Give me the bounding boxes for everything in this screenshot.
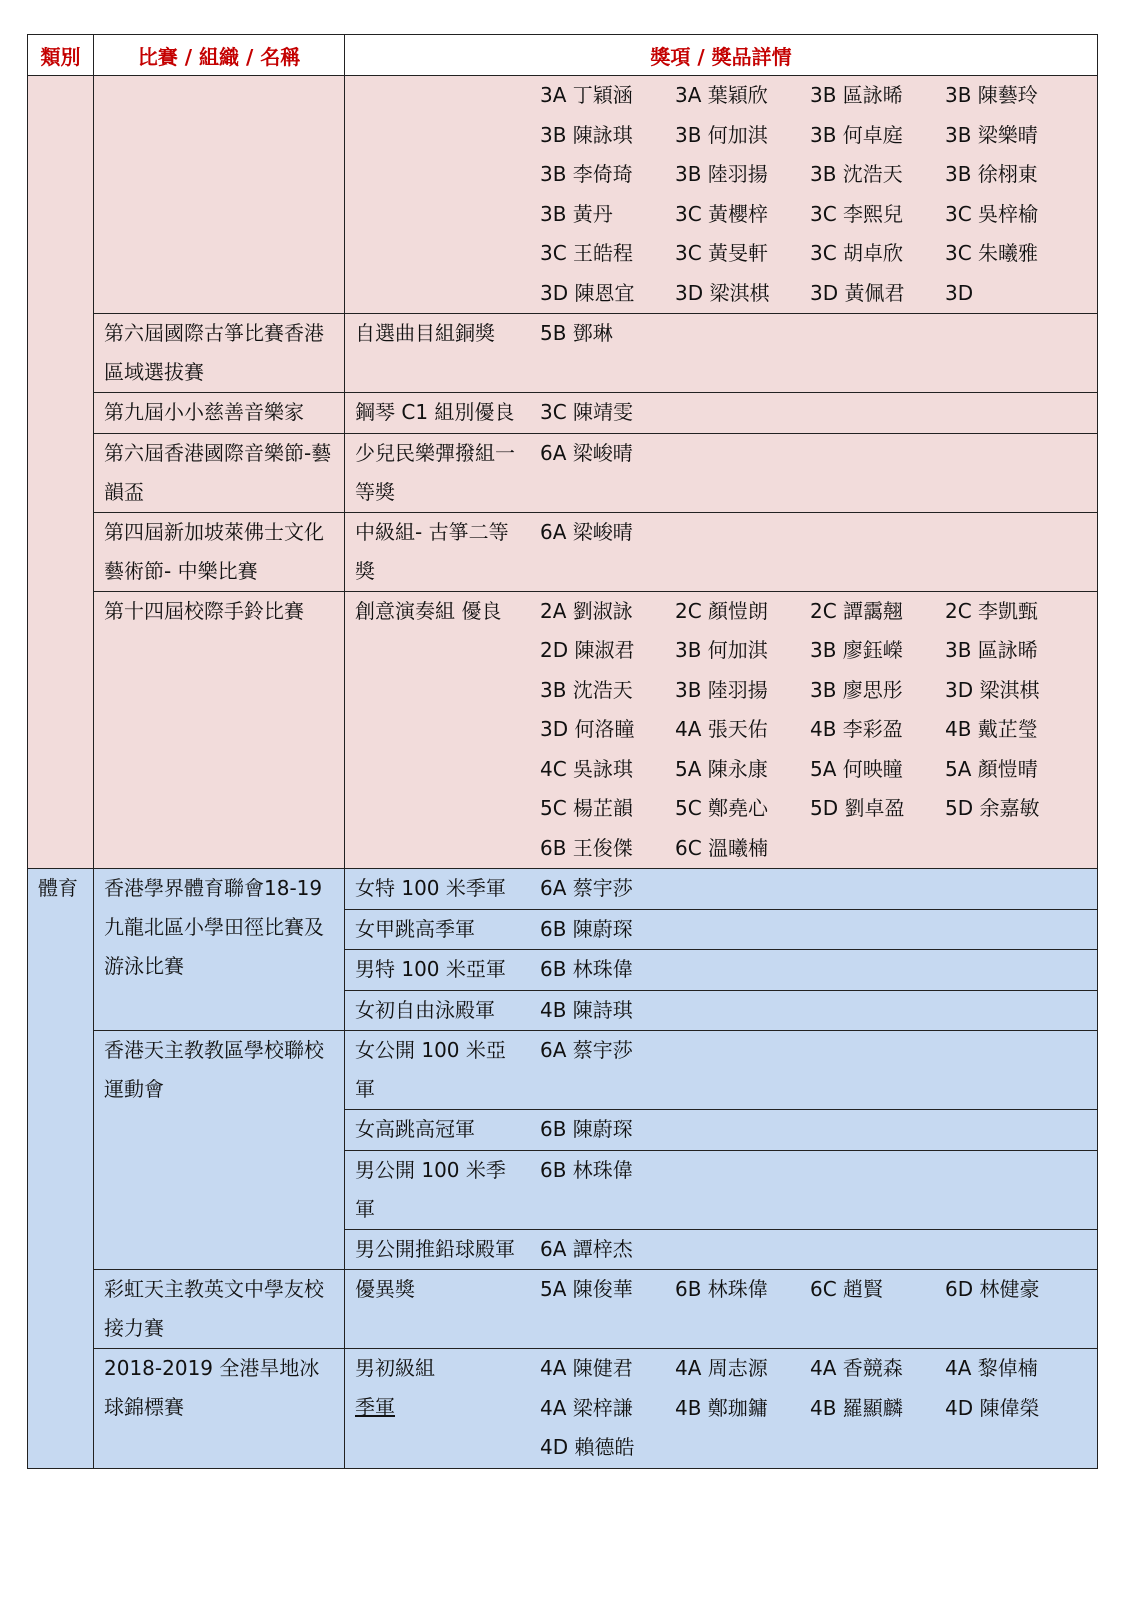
competition-cell (94, 393, 345, 434)
award-and-recipients (345, 1031, 1098, 1110)
award-wrapper (345, 1151, 522, 1229)
header-row (28, 35, 1098, 76)
award-and-recipients (345, 950, 1098, 991)
recipient-name: 3B 何卓庭 (810, 122, 903, 147)
competition-cell (94, 1270, 345, 1349)
award-row (345, 393, 1097, 433)
award-name: 女特 100 米季軍 (355, 876, 506, 900)
recipient-list (522, 314, 1080, 354)
competition-name: 彩虹天主教英文中學友校接力賽 (104, 1277, 324, 1340)
award-row (345, 1270, 1097, 1310)
award-name: 男公開 100 米季軍 (355, 1157, 506, 1221)
recipient-name: 3B 陸羽揚 (675, 162, 768, 186)
recipient-name: 5C 楊芷韻 (540, 796, 634, 820)
recipient-name: 4A 梁梓謙 (540, 1395, 633, 1420)
competition-name: 第九屆小小慈善音樂家 (104, 400, 304, 424)
recipient-name: 4B 戴芷瑩 (945, 717, 1038, 741)
recipient-name: 4D 陳偉榮 (945, 1395, 1040, 1420)
recipient-name: 6A 梁峻晴 (540, 440, 633, 465)
recipient-name: 3B 黃丹 (540, 201, 613, 226)
award-and-recipients (345, 1349, 1098, 1469)
recipient-name: 6A 譚梓杰 (540, 1236, 633, 1261)
recipient-name: 6A 梁峻晴 (540, 519, 633, 544)
award-wrapper (345, 950, 522, 990)
competition-cell (94, 591, 345, 869)
award-and-recipients (345, 1270, 1098, 1349)
award-and-recipients (345, 433, 1098, 512)
table-row (28, 1031, 1098, 1110)
award-name: 自選曲目組銅獎 (355, 321, 495, 345)
competition-cell (94, 1031, 345, 1270)
recipient-name: 3B 李倚琦 (540, 162, 633, 186)
recipient-list (522, 592, 1080, 869)
recipient-name: 3D 陳恩宜 (540, 280, 635, 305)
award-row (345, 76, 1097, 313)
table-row (28, 76, 1098, 314)
recipient-name: 4D 賴德皓 (540, 1435, 635, 1459)
recipient-name: 5D 劉卓盈 (810, 796, 905, 820)
recipient-name: 3D (945, 280, 974, 305)
award-name: 鋼琴 C1 組別優良 (355, 400, 515, 424)
award-and-recipients (345, 1110, 1098, 1151)
recipient-name: 3D 梁淇棋 (945, 677, 1040, 702)
table-row (28, 314, 1098, 393)
award-row (345, 1230, 1097, 1270)
award-name: 少兒民樂彈撥組一等獎 (355, 440, 515, 504)
award-name: 男公開推鉛球殿軍 (355, 1236, 515, 1261)
recipient-name: 2C 譚靄翹 (810, 598, 904, 623)
recipient-name: 2C 顏愷朗 (675, 598, 769, 623)
recipient-name: 3C 黃旻軒 (675, 241, 769, 265)
recipient-list (522, 1270, 1080, 1310)
competition-cell (94, 76, 345, 314)
recipient-name: 5A 陳俊華 (540, 1277, 633, 1301)
competition-name: 第六屆國際古箏比賽香港區域選拔賽 (104, 321, 324, 384)
award-row (345, 1151, 1097, 1229)
award-row (345, 910, 1097, 950)
recipient-name: 3B 區詠晞 (945, 638, 1038, 662)
recipient-list (522, 393, 1080, 433)
recipient-name: 6B 林珠偉 (675, 1277, 768, 1301)
award-row (345, 869, 1097, 909)
award-wrapper (345, 1031, 522, 1109)
recipient-name: 5D 余嘉敏 (945, 796, 1040, 820)
recipient-name: 4A 張天佑 (675, 717, 768, 741)
recipient-name: 5B 鄧琳 (540, 321, 613, 345)
recipient-list (522, 434, 1080, 512)
award-name (345, 76, 522, 313)
header-category: 類別 (28, 35, 94, 76)
recipient-name: 6D 林健豪 (945, 1277, 1040, 1301)
recipient-name: 2D 陳淑君 (540, 638, 635, 662)
recipient-list (522, 1031, 1080, 1109)
award-and-recipients (345, 76, 1098, 314)
recipient-name: 4C 吳詠琪 (540, 756, 634, 781)
table-body (28, 76, 1098, 1469)
header-award: 獎項 / 獎品詳情 (345, 35, 1098, 76)
recipient-name: 3D 梁淇棋 (675, 280, 770, 305)
recipient-name: 3B 陳詠琪 (540, 122, 633, 147)
recipient-name: 3D 黃佩君 (810, 280, 905, 305)
award-row (345, 513, 1097, 591)
recipient-name: 3C 朱曦雅 (945, 241, 1039, 265)
award-row (345, 1349, 1097, 1468)
recipient-name: 3C 胡卓欣 (810, 241, 904, 265)
recipient-name: 3B 沈浩天 (540, 677, 633, 702)
recipient-name: 3B 區詠晞 (810, 83, 903, 107)
award-name-underlined: 季軍 (355, 1395, 395, 1419)
award-and-recipients (345, 1229, 1098, 1270)
award-wrapper (345, 869, 522, 909)
competition-cell (94, 433, 345, 512)
award-row (345, 592, 1097, 869)
competition-name: 第六屆香港國際音樂節-藝韻盃 (104, 440, 332, 504)
recipient-name: 4A 周志源 (675, 1356, 768, 1380)
category-cell (28, 76, 94, 869)
recipient-name: 4B 羅顯麟 (810, 1395, 903, 1420)
award-and-recipients (345, 990, 1098, 1031)
award-name: 創意演奏組 優良 (355, 598, 502, 623)
recipient-list (522, 1349, 1080, 1468)
award-and-recipients (345, 393, 1098, 434)
award-row (345, 314, 1097, 354)
recipient-name: 5A 顏愷晴 (945, 756, 1038, 781)
award-name: 女公開 100 米亞軍 (355, 1038, 506, 1101)
award-and-recipients (345, 512, 1098, 591)
competition-cell (94, 512, 345, 591)
awards-table (27, 34, 1098, 1469)
award-row (345, 950, 1097, 990)
table-row (28, 393, 1098, 434)
award-name: 女初自由泳殿軍 (355, 997, 495, 1022)
recipient-name: 6B 陳蔚琛 (540, 1117, 633, 1141)
recipient-list (522, 1230, 1080, 1270)
recipient-name: 3D 何洛瞳 (540, 717, 635, 741)
recipient-name: 3A 丁穎涵 (540, 83, 633, 107)
award-row (345, 434, 1097, 512)
recipient-name: 3B 廖鈺嶸 (810, 638, 903, 662)
table-row (28, 1270, 1098, 1349)
competition-name: 第四屆新加坡萊佛士文化藝術節- 中樂比賽 (104, 519, 324, 583)
award-name: 男初級組 (355, 1356, 435, 1380)
table-row (28, 869, 1098, 910)
award-name: 女高跳高冠軍 (355, 1117, 475, 1141)
recipient-name: 5A 陳永康 (675, 756, 768, 781)
recipient-name: 3C 李熙兒 (810, 201, 904, 226)
award-and-recipients (345, 591, 1098, 869)
recipient-name: 3B 沈浩天 (810, 162, 903, 186)
award-wrapper (345, 1110, 522, 1150)
recipient-name: 3B 梁樂晴 (945, 122, 1038, 147)
recipient-name: 3B 何加淇 (675, 638, 768, 662)
competition-cell (94, 869, 345, 1031)
recipient-name: 6B 林珠偉 (540, 957, 633, 981)
recipient-name: 4B 陳詩琪 (540, 997, 633, 1022)
award-wrapper (345, 1349, 522, 1468)
award-wrapper (345, 1270, 522, 1310)
award-wrapper (345, 991, 522, 1031)
award-name-line2 (355, 1388, 516, 1427)
recipient-name: 4B 鄭珈鏞 (675, 1395, 768, 1420)
competition-name: 第十四屆校際手鈴比賽 (104, 598, 304, 623)
table-row (28, 512, 1098, 591)
recipient-name: 3B 何加淇 (675, 122, 768, 147)
recipient-name: 3C 吳梓榆 (945, 201, 1039, 226)
award-and-recipients (345, 314, 1098, 393)
recipient-name: 3C 王皓程 (540, 241, 634, 265)
competition-name: 2018-2019 全港旱地冰球錦標賽 (104, 1356, 320, 1419)
recipient-name: 4A 黎倬楠 (945, 1356, 1038, 1380)
category-label: 體育 (38, 876, 78, 900)
recipient-name: 5A 何映瞳 (810, 756, 903, 781)
recipient-name: 6A 蔡宇莎 (540, 1038, 633, 1062)
header-competition: 比賽 / 組織 / 名稱 (94, 35, 345, 76)
recipient-list (522, 1110, 1080, 1150)
award-row (345, 1110, 1097, 1150)
recipient-name: 4A 陳健君 (540, 1356, 633, 1380)
recipient-name: 3B 廖思彤 (810, 677, 903, 702)
recipient-name: 6A 蔡宇莎 (540, 876, 633, 900)
recipient-name: 4B 李彩盈 (810, 717, 903, 741)
recipient-list (522, 991, 1080, 1031)
award-name: 中級組- 古箏二等獎 (355, 519, 509, 583)
recipient-list (522, 1151, 1080, 1229)
recipient-name: 3B 陸羽揚 (675, 677, 768, 702)
recipient-name: 6B 王俊傑 (540, 835, 633, 860)
award-name: 優異獎 (355, 1277, 415, 1301)
recipient-list (522, 513, 1080, 591)
category-cell (28, 869, 94, 1469)
competition-name: 香港學界體育聯會18-19 九龍北區小學田徑比賽及游泳比賽 (104, 876, 324, 978)
award-row (345, 991, 1097, 1031)
recipient-name: 2A 劉淑詠 (540, 598, 633, 623)
award-and-recipients (345, 909, 1098, 950)
competition-name: 香港天主教教區學校聯校運動會 (104, 1038, 324, 1101)
recipient-name: 6B 陳蔚琛 (540, 916, 633, 941)
recipient-name: 3B 陳藝玲 (945, 83, 1038, 107)
recipient-name: 3C 黃櫻梓 (675, 201, 769, 226)
recipient-name: 6C 趙賢 (810, 1277, 884, 1301)
award-and-recipients (345, 1150, 1098, 1229)
recipient-name: 3B 徐栩東 (945, 162, 1038, 186)
recipient-name: 2C 李凱甄 (945, 598, 1039, 623)
award-row (345, 1031, 1097, 1109)
table-row (28, 591, 1098, 869)
competition-cell (94, 314, 345, 393)
table-row (28, 1349, 1098, 1469)
award-name: 女甲跳高季軍 (355, 916, 475, 941)
recipient-name: 6B 林珠偉 (540, 1157, 633, 1182)
recipient-list (522, 869, 1080, 909)
recipient-name: 3C 陳靖雯 (540, 400, 634, 424)
table-row (28, 433, 1098, 512)
award-wrapper (345, 1230, 522, 1270)
award-wrapper (345, 910, 522, 950)
recipient-name: 3A 葉穎欣 (675, 83, 768, 107)
recipient-name: 4A 香競森 (810, 1356, 903, 1380)
recipient-name: 6C 溫曦楠 (675, 835, 769, 860)
recipient-list (522, 910, 1080, 950)
award-name: 男特 100 米亞軍 (355, 957, 506, 981)
competition-cell (94, 1349, 345, 1469)
recipient-list (522, 76, 1080, 313)
recipient-name: 5C 鄭堯心 (675, 796, 769, 820)
recipient-list (522, 950, 1080, 990)
award-and-recipients (345, 869, 1098, 910)
